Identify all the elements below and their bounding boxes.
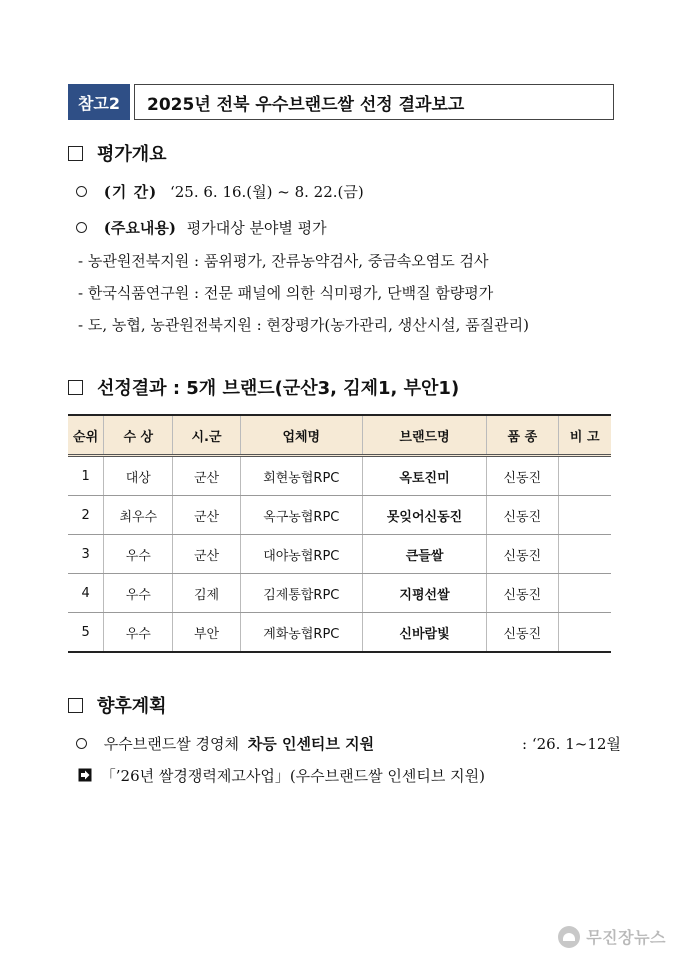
cell-variety: 신동진 [487, 574, 558, 613]
watermark [558, 925, 666, 948]
cell-company: 옥구농협RPC [240, 496, 362, 535]
cell-brand: 못잊어신동진 [362, 496, 486, 535]
header-note: 비 고 [558, 415, 611, 456]
cell-city: 군산 [173, 456, 240, 496]
cell-company: 김제통합RPC [240, 574, 362, 613]
section-overview-heading [68, 140, 167, 166]
table-row [68, 613, 611, 653]
square-bullet-icon [68, 698, 83, 713]
plan-item-text: 우수브랜드쌀 경영체 [103, 735, 239, 753]
circle-bullet-icon [76, 186, 87, 197]
arrow-box-icon [78, 768, 92, 782]
cell-city: 김제 [173, 574, 240, 613]
cell-note [558, 574, 611, 613]
document-title: 2025년 전북 우수브랜드쌀 선정 결과보고 [134, 84, 614, 120]
cell-city: 군산 [173, 496, 240, 535]
cell-variety: 신동진 [487, 496, 558, 535]
overview-item-2: - 한국식품연구원 : 전문 패널에 의한 식미평가, 단백질 함량평가 [78, 284, 494, 302]
cell-variety: 신동진 [487, 535, 558, 574]
plan-item-bold: 차등 인센티브 지원 [247, 735, 375, 753]
cell-brand: 신바람빛 [362, 613, 486, 653]
cell-city: 부안 [173, 613, 240, 653]
document-title-bar [68, 84, 614, 120]
section-plan-heading [68, 692, 167, 718]
cell-rank: 1 [68, 456, 104, 496]
cell-note [558, 456, 611, 496]
cell-variety: 신동진 [487, 613, 558, 653]
section-title: 향후계획 [97, 696, 167, 717]
section-title: 평가개요 [97, 144, 167, 165]
plan-sub-item [78, 765, 485, 786]
section-results-heading [68, 374, 459, 400]
watermark-text: 무진장뉴스 [586, 928, 666, 947]
news-logo-icon [558, 926, 580, 948]
square-bullet-icon [68, 146, 83, 161]
header-rank: 순위 [68, 415, 104, 456]
circle-bullet-icon [76, 222, 87, 233]
cell-rank: 3 [68, 535, 104, 574]
overview-item-3: - 도, 농협, 농관원전북지원 : 현장평가(농가관리, 생산시설, 품질관리) [78, 316, 530, 334]
cell-award: 대상 [104, 456, 173, 496]
table-row [68, 574, 611, 613]
cell-company: 대야농협RPC [240, 535, 362, 574]
cell-award: 우수 [104, 535, 173, 574]
cell-note [558, 496, 611, 535]
content-label: (주요내용) [103, 219, 176, 237]
table-row [68, 456, 611, 496]
cell-city: 군산 [173, 535, 240, 574]
cell-brand: 지평선쌀 [362, 574, 486, 613]
table-row [68, 496, 611, 535]
results-table [68, 414, 611, 653]
header-company: 업체명 [240, 415, 362, 456]
cell-note [558, 613, 611, 653]
overview-item-1: - 농관원전북지원 : 품위평가, 잔류농약검사, 중금속오염도 검사 [78, 252, 489, 270]
cell-rank: 5 [68, 613, 104, 653]
cell-rank: 4 [68, 574, 104, 613]
table-row [68, 535, 611, 574]
header-award: 수 상 [104, 415, 173, 456]
reference-tag: 참고2 [68, 84, 130, 120]
content-value: 평가대상 분야별 평가 [186, 219, 327, 237]
cell-company: 계화농협RPC [240, 613, 362, 653]
square-bullet-icon [68, 380, 83, 395]
header-city: 시.군 [173, 415, 240, 456]
header-brand: 브랜드명 [362, 415, 486, 456]
cell-brand: 옥토진미 [362, 456, 486, 496]
plan-item-date: : ‘26. 1~12월 [522, 735, 621, 753]
circle-bullet-icon [76, 738, 87, 749]
header-variety: 품 종 [487, 415, 558, 456]
cell-award: 최우수 [104, 496, 173, 535]
cell-note [558, 535, 611, 574]
cell-brand: 큰들쌀 [362, 535, 486, 574]
content-line [76, 217, 327, 238]
plan-item [76, 733, 374, 754]
plan-sub-item-text: 「’26년 쌀경쟁력제고사업」(우수브랜드쌀 인센티브 지원) [100, 767, 485, 785]
period-value: ‘25. 6. 16.(월) ~ 8. 22.(금) [169, 183, 364, 201]
period-line [76, 181, 364, 202]
cell-variety: 신동진 [487, 456, 558, 496]
cell-award: 우수 [104, 613, 173, 653]
cell-rank: 2 [68, 496, 104, 535]
section-title: 선정결과 : 5개 브랜드(군산3, 김제1, 부안1) [97, 378, 460, 399]
cell-award: 우수 [104, 574, 173, 613]
table-header-row [68, 415, 611, 456]
period-label: (기 간) [103, 183, 158, 201]
cell-company: 회현농협RPC [240, 456, 362, 496]
